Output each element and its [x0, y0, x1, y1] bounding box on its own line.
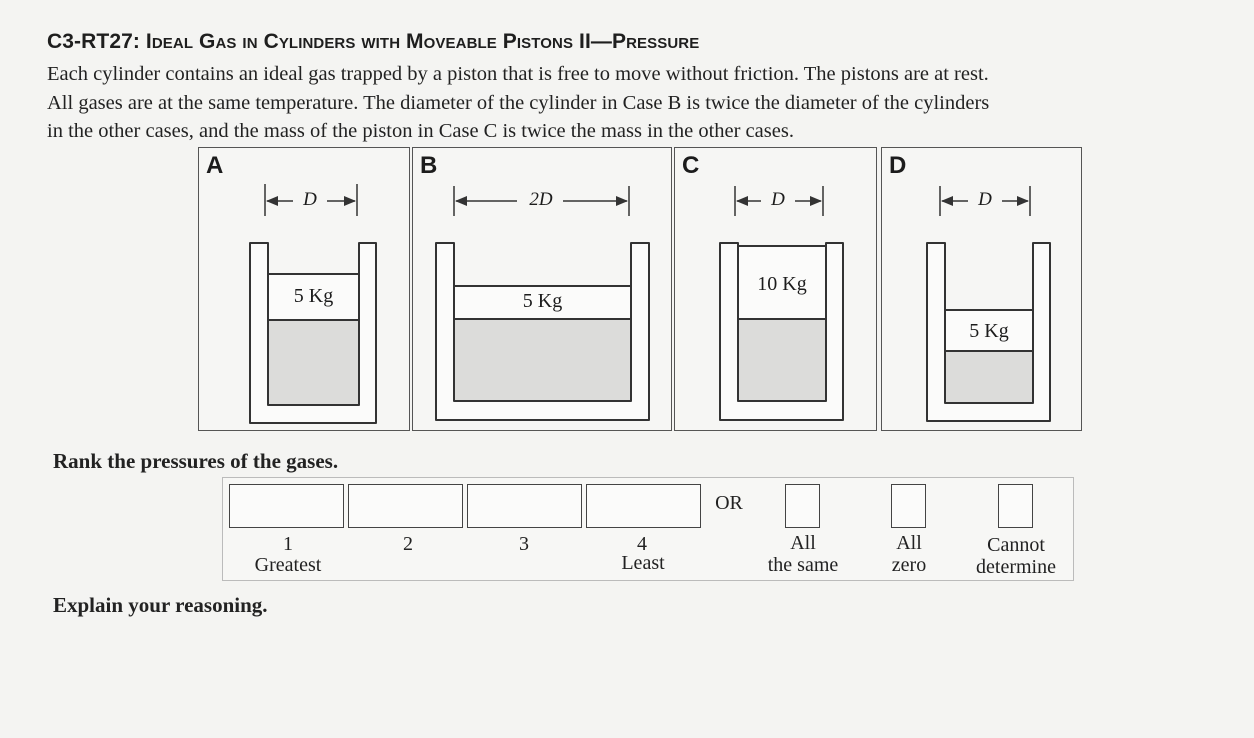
problem-title: [47, 30, 699, 54]
statement-line: Each cylinder contains an ideal gas trapped by a piston that is free to move without friction. The pistons are at rest.: [47, 63, 989, 85]
rank-slot-2[interactable]: [348, 484, 463, 528]
case-letter: A: [206, 152, 224, 179]
piston-mass-label: 5 Kg: [522, 290, 563, 312]
rank-number: 4: [637, 533, 647, 555]
case-d-panel: [881, 147, 1082, 431]
all-zero-checkbox[interactable]: [891, 484, 926, 528]
cylinder-diagrams: [198, 147, 1082, 433]
rank-least-label: Least: [621, 552, 665, 574]
diameter-label: D: [978, 189, 992, 210]
rank-number: 3: [519, 533, 529, 555]
or-label: OR: [715, 492, 743, 514]
cannot-determine-label: Cannot determine: [976, 534, 1056, 578]
all-zero-label: All zero: [891, 532, 927, 576]
case-a-panel: [198, 147, 410, 431]
all-same-checkbox[interactable]: [785, 484, 820, 528]
piston-mass-label: 5 Kg: [969, 320, 1009, 342]
ranking-area: [222, 477, 1074, 581]
rank-slot-4[interactable]: [586, 484, 701, 528]
case-letter: D: [889, 152, 907, 179]
statement-line: in the other cases, and the mass of the piston in Case C is twice the mass in the other cases.: [47, 120, 794, 142]
problem-topic: Ideal Gas in Cylinders with Moveable Pistons II—Pressure: [145, 30, 700, 53]
rank-number: 2: [403, 533, 413, 555]
case-letter: C: [682, 152, 700, 179]
piston-mass-label: 5 Kg: [293, 285, 334, 307]
rank-prompt: Rank the pressures of the gases.: [53, 449, 339, 473]
diameter-label: D: [771, 189, 785, 210]
rank-slot-1[interactable]: [229, 484, 344, 528]
all-same-label: All the same: [767, 532, 839, 576]
rank-number: 1: [283, 533, 293, 555]
piston-mass-label: 10 Kg: [757, 273, 807, 295]
case-c-panel: [674, 147, 877, 431]
problem-code: C3-RT27:: [47, 30, 140, 53]
case-b-panel: [412, 147, 672, 431]
diameter-label: D: [303, 189, 317, 210]
explain-prompt: Explain your reasoning.: [53, 593, 268, 617]
problem-statement: [47, 60, 1217, 146]
case-letter: B: [420, 152, 438, 179]
statement-line: All gases are at the same temperature. The diameter of the cylinder in Case B is twice the diameter of the cylinders: [47, 91, 990, 114]
cannot-determine-checkbox[interactable]: [998, 484, 1033, 528]
diameter-label: 2D: [529, 189, 553, 210]
rank-greatest-label: Greatest: [254, 554, 322, 576]
rank-slot-3[interactable]: [467, 484, 582, 528]
